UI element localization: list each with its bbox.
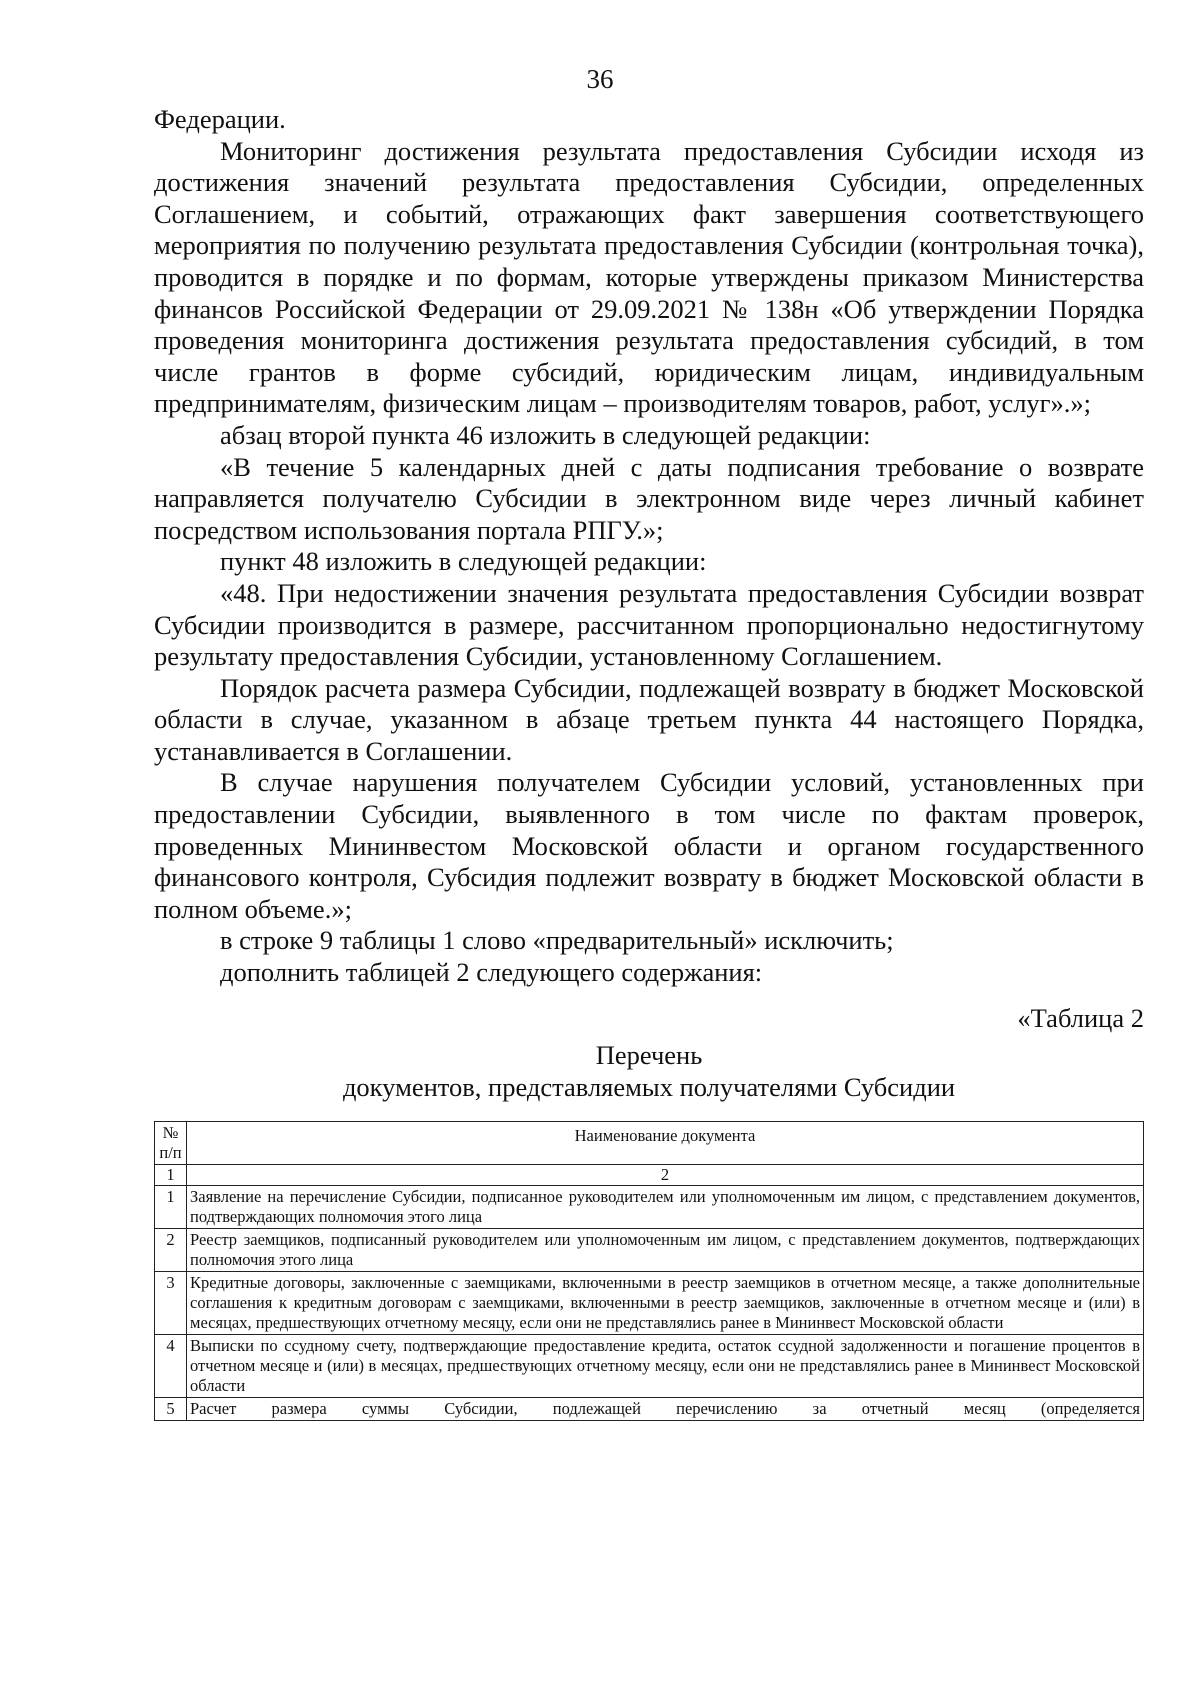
header-document-name: Наименование документа	[187, 1122, 1144, 1165]
paragraph-monitoring: Мониторинг достижения результата предоставления Субсидии исходя из достижения значений результата предоставления Субсидии, определенных Соглашением, и событий, отражающих факт завершения соответствующего мероприятия по получению результата предоставления Субсидии (контрольная точка), проводится в порядке и по формам, которые утверждены приказом Министерства финансов Российской Федерации от 29.09.2021 № 138н «Об утверждении Порядка проведения мониторинга достижения результата предоставления субсидий, в том числе грантов в форме субсидий, юридическим лицам, индивидуальным предпринимателям, физическим лицам – производителям товаров, работ, услуг».»;	[154, 135, 1144, 419]
paragraph-return-request: «В течение 5 календарных дней с даты подписания требование о возврате направляется получателю Субсидии в электронном виде через личный кабинет посредством использования портала РПГУ.»;	[154, 451, 1144, 545]
table-row	[155, 1186, 1144, 1229]
row-document: Расчет размера суммы Субсидии, подлежащей перечислению за отчетный месяц (определяется	[187, 1398, 1144, 1421]
documents-table	[154, 1121, 1144, 1421]
table-title-line-1: Перечень	[595, 1040, 703, 1071]
row-number: 1	[155, 1186, 187, 1229]
paragraph-clause-48: «48. При недостижении значения результата предоставления Субсидии возврат Субсидии производится в размере, рассчитанном пропорционально недостигнутому результату предоставления Субсидии, установленному Соглашением.	[154, 577, 1144, 672]
row-document: Выписки по ссудному счету, подтверждающие предоставление кредита, остаток ссудной задолженности и погашение процентов в отчетном месяце и (или) в месяцах, предшествующих отчетному месяцу, если они не представлялись ранее в Мининвест Московской области	[187, 1335, 1144, 1398]
row-number: 4	[155, 1335, 187, 1398]
paragraph-table1-row9: в строке 9 таблицы 1 слово «предварительный» исключить;	[220, 925, 894, 956]
table-title-line-2: документов, представляемых получателями Субсидии	[342, 1071, 956, 1102]
row-document: Реестр заемщиков, подписанный руководителем или уполномоченным им лицом, с представлением документов, подтверждающих полномочия этого лица	[187, 1229, 1144, 1272]
table-row	[155, 1398, 1144, 1421]
row-number: 5	[155, 1398, 187, 1421]
paragraph-amend-48: пункт 48 изложить в следующей редакции:	[220, 546, 707, 577]
paragraph-add-table2: дополнить таблицей 2 следующего содержания:	[220, 957, 763, 988]
table-row	[155, 1229, 1144, 1272]
table-row	[155, 1335, 1144, 1398]
table-header-row	[155, 1122, 1144, 1165]
row-document: Заявление на перечисление Субсидии, подписанное руководителем или уполномоченным им лицом, с представлением документов, подтверждающих полномочия этого лица	[187, 1186, 1144, 1229]
table-label: «Таблица 2	[1017, 1002, 1144, 1033]
header-number: № п/п	[155, 1122, 187, 1165]
column-number-1: 1	[155, 1165, 187, 1186]
paragraph-violation: В случае нарушения получателем Субсидии условий, установленных при предоставлении Субсидии, выявленного в том числе по фактам проверок, проведенных Мининвестом Московской области и органом государственного финансового контроля, Субсидия подлежит возврату в бюджет Московской области в полном объеме.»;	[154, 767, 1144, 924]
column-number-2: 2	[187, 1165, 1144, 1186]
paragraph-calculation-order: Порядок расчета размера Субсидии, подлежащей возврату в бюджет Московской области в случае, указанном в абзаце третьем пункта 44 настоящего Порядка, устанавливается в Соглашении.	[154, 672, 1144, 766]
table-row	[155, 1272, 1144, 1335]
row-number: 2	[155, 1229, 187, 1272]
page-number: 36	[586, 64, 614, 94]
document-body	[154, 104, 1144, 1421]
row-number: 3	[155, 1272, 187, 1335]
paragraph-amend-46: абзац второй пункта 46 изложить в следующей редакции:	[220, 419, 871, 450]
paragraph-continuation: Федерации.	[154, 104, 286, 134]
row-document: Кредитные договоры, заключенные с заемщиками, включенными в реестр заемщиков в отчетном месяце, а также дополнительные соглашения к кредитным договорам с заемщиками, включенными в реестр заемщиков, заключенные в отчетном месяце и (или) в месяцах, предшествующих отчетному месяцу, если они не представлялись ранее в Мининвест Московской области	[187, 1272, 1144, 1335]
table-column-numbers-row	[155, 1165, 1144, 1186]
